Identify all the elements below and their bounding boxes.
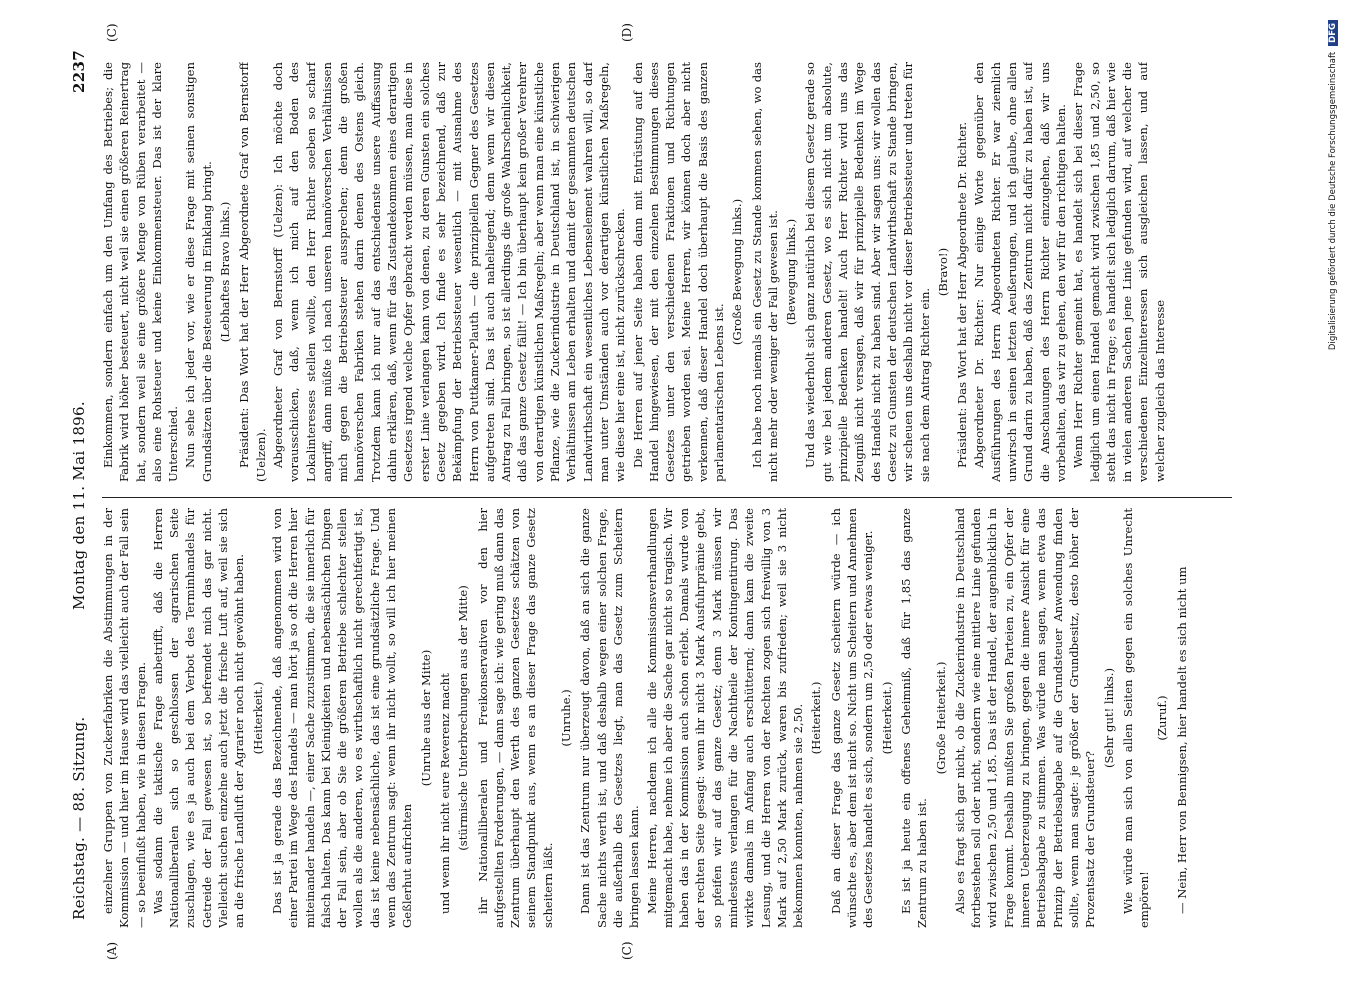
margin-marker-c-right: (C) <box>105 23 119 42</box>
paragraph: Nun sehe ich jeder vor, wie er diese Frage mit seinen sonstigen Grundsätzen über die Besteuerung in Einklang bringt. <box>183 62 214 482</box>
paragraph: Wenn Herr Richter gemeint hat, es handelt sich bei dieser Frage lediglich um einen Handel gemacht wird zwischen 1,85 und 2,50, so steht das nicht in Frage; es handelt sich lediglich darum, daß hier wie in vielen anderen Sachen jene Linie gefunden wird, auf welcher die verschiedenen Einzelinteressen sich ausgleichen lassen, und auf welcher zugleich das Interesse <box>1071 62 1167 482</box>
credit-text: Digitalisierung gefördert durch die Deutsche Forschungsgemeinschaft <box>1328 51 1338 351</box>
interjection: (Heiterkeit.) <box>809 681 824 755</box>
paragraph: Und das wiederholt sich ganz natürlich bei diesem Gesetz gerade so gut wie bei jedem anderen Gesetz, wo es sich nicht um absolute, prinzipielle Bedenken handelt! Auch Herr Richter wird uns das Zeugniß nicht versagen, daß wir für prinzipielle Bedenken im Wege des Handels nicht zu haben sind. Aber wir sagen uns: wir wollen das Gesetz zu Gunsten der deutschen Landwirthschaft zu Stande bringen, wir scheuen uns deshalb nicht vor dieser Betriebssteuer und treten für sie nach dem Antrag Richter ein. <box>803 62 932 482</box>
margin-marker-d: (D) <box>620 23 634 42</box>
margin-marker-a: (A) <box>105 941 119 960</box>
right-text-column <box>100 62 1230 482</box>
paragraph: Daß an dieser Frage das ganze Gesetz scheitern würde — ich wünschte es, aber dem ist nicht so. Nicht um Scheitern und Annehmen des Gesetzes handelt es sich, sondern um 2,50 oder etwas weniger. <box>828 508 876 928</box>
header-date: Montag den 11. Mai 1896. <box>70 401 88 610</box>
digitization-credit <box>1328 20 1338 980</box>
dfg-logo: DFG <box>1328 20 1338 46</box>
left-text-column <box>100 508 1230 928</box>
margin-marker-c-left: (C) <box>620 941 634 960</box>
paragraph: und wenn ihr nicht eure Reverenz macht <box>437 673 452 914</box>
paragraph: Die Herren auf jener Seite haben dann mit Entrüstung auf den Handel hingewiesen, der mit den einzelnen Bestimmungen dieses Gesetzes unter den verschiedenen Fraktionen und Richtungen getrieben worden sei. Meine Herren, wir können doch aber nicht verkennen, daß dieser Handel doch überhaupt die Basis des ganzen parlamentarischen Lebens ist. <box>630 62 726 482</box>
interjection: (stürmische Unterbrechungen aus der Mitte) <box>456 585 471 851</box>
page-header <box>70 50 94 940</box>
paragraph: Es ist ja heute ein offenes Geheimniß, daß für 1,85 das ganze Zentrum zu haben ist. <box>898 508 930 928</box>
interjection: (Lebhaftes Bravo links.) <box>218 201 233 343</box>
paragraph: Präsident: Das Wort hat der Herr Abgeordnete Graf von Bernstorff (Uelzen). <box>237 62 268 482</box>
paragraph: Wie würde man sich von allen Seiten gegen ein solches Unrecht empören! <box>1120 508 1152 928</box>
paragraph: — Nein, Herr von Bennigsen, hier handelt es sich nicht um <box>1174 566 1189 914</box>
paragraph: Was sodann die taktische Frage anbetrifft, daß die Herren Nationalliberalen sich so geschlossen der agrarischen Seite zuschlagen, wie es ja auch bei dem Verbot des Terminhandels für Getreide der Fall gewesen ist, so befremdet mich das gar nicht. Vielleicht suchen einzelne auch jetzt die frische Luft auf, weil sie sich an die frische Landluft der Agrarier noch nicht gewöhnt haben. <box>150 508 247 928</box>
interjection: (Unruhe.) <box>559 689 574 747</box>
interjection: (Große Heiterkeit.) <box>933 661 948 775</box>
interjection: (Sehr gut! links.) <box>1101 668 1116 768</box>
interjection: (Große Bewegung links.) <box>730 198 745 346</box>
paragraph: Also es fragt sich gar nicht, ob die Zuckerindustrie in Deutschland fortbestehen soll oder nicht, sondern wie eine mittlere Linie gefunden wird zwischen 2,50 und 1,85. Das ist der Handel, der augenblicklich in Frage kommt. Deshalb mußten Sie großen Parteien zu, ein Opfer der inneren Ueberzeugung zu bringen, gegen die innere Ansicht für eine Betriebsabgabe zu stimmen. Was würde man sagen, wenn etwa das Prinzip der Betriebsabgabe auf die Grundsteuer Anwendung finden sollte, wenn man sagte: je größer der Grundbesitz, desto höher der Prozentsatz der Grundsteuer? <box>952 508 1098 928</box>
interjection: (Bewegung links.) <box>784 218 799 326</box>
interjection: (Zuruf.) <box>1155 695 1170 741</box>
interjection: (Unruhe aus der Mitte) <box>418 649 433 787</box>
header-session: Reichstag. — 88. Sitzung. <box>70 716 88 920</box>
interjection: (Heiterkeit.) <box>879 681 894 755</box>
paragraph: ihr Nationalliberalen und Freikonservativen vor den hier aufgestellten Forderungen, — dann sage ich: wie gering muß dann das Zentrum überhaupt den Werth des ganzen Gesetzes schätzen von seinem Standpunkt aus, wenn es an dieser Frage das ganze Gesetz scheitern läßt. <box>475 508 555 928</box>
paragraph: Ich habe noch niemals ein Gesetz zu Stande kommen sehen, wo das nicht mehr oder weniger der Fall gewesen ist. <box>749 62 780 482</box>
interjection: (Bravo!) <box>935 247 950 297</box>
column-divider <box>102 497 1232 498</box>
paragraph: Das ist ja gerade das Bezeichnende, daß angenommen wird von einer Partei im Wege des Handels — man hört ja so oft die Herren hier miteinander handeln —, einer Sache zuzustimmen, die sie innerlich für falsch halten. Das kann bei Kleinigkeiten und nebensächlichen Dingen der Fall sein, aber ob Sie die größeren Betriebe schlechter stellen wollen als die anderen, wo es wirthschaftlich nicht gerechtfertigt ist, das ist keine nebensächliche, das ist eine grundsätzliche Frage. Und wenn das Zentrum sagt: wenn ihr nicht wollt, so will ich hier meinen Geßlerhut aufrichten <box>269 508 415 928</box>
paragraph: Abgeordneter Dr. Richter: Nur einige Worte gegenüber den Ausführungen des Herrn Abgeordneten Richter. Er war ziemlich unwirsch in seinen letzten Aeußerungen, und ich glaube, ohne allen Grund darin zu haben, daß das Zentrum nicht dafür zu haben ist, auf die Anschauungen des Herrn Richter einzugehen, daß wir uns vorbehalten, das wir zu gehen, den wir für den richtigen halten. <box>972 62 1068 482</box>
paragraph: Meine Herren, nachdem ich alle die Kommissionsverhandlungen mitgemacht habe, nehme ich aber die Sache gar nicht so tragisch. Wir haben das in der Kommission auch schon erlebt. Damals wurde von der rechten Seite gesagt: wenn ihr nicht 3 Mark Ausfuhrprämie gebt, so pfeifen wir auf das ganze Gesetz; denn 3 Mark müssen wir mindestens verlangen für die Nachtheile der Kontingentirung. Das wirkte damals im Anfang auch erschütternd; dann kam die zweite Lesung, und die Herren von der Rechten zogen sich freiwillig von 3 Mark auf 2,50 Mark zurück, waren bis zufrieden; weil sie 3 nicht bekommen konnten, nahmen sie 2,50. <box>644 508 806 928</box>
paragraph: Abgeordneter Graf von Bernstorff (Uelzen): Ich möchte doch vorausschicken, daß, wenn ich mich auf den Boden des Lokalinteresses stellen wollte, den Herr Richter soeben so scharf angriff, dann müßte ich nach unseren hannöverschen Verhältnissen mich gegen die Betriebssteuer aussprechen; denn die großen hannöverschen Fabriken stehen darin denen des Ostens gleich. Trotzdem kann ich nur auf das entschiedenste unsere Auffassung dahin erklären, daß, wenn für das Zustandekommen eines derartigen Gesetzes irgend welche Opfer gebracht werden müssen, man diese in erster Linie verlangen kann von denen, zu deren Gunsten ein solches Gesetz gegeben wird. Ich finde es sehr bezeichnend, daß zur Bekämpfung der Betriebssteuer wesentlich — mit Ausnahme des Herrn von Puttkamer-Plauth — die prinzipiellen Gegner des Gesetzes aufgetreten sind. Das ist auch naheliegend; denn wenn wir diesen Antrag zu Fall bringen, so ist allerdings die große Wahrscheinlichkeit, daß das ganze Gesetz fällt! — Ich bin überhaupt kein großer Verehrer von derartigen künstlichen Maßregeln; aber wenn man eine künstliche Pflanze, wie die Zuckerindustrie in Deutschland ist, in schwierigen Verhältnissen am Leben erhalten und damit der gesammten deutschen Landwirthschaft ein wesentliches Lebenselement wahren will, so darf man unter Umständen auch vor derartigen künstlichen Maßregeln, wie diese hier eine ist, nicht zurückschrecken. <box>270 62 628 482</box>
paragraph: Präsident: Das Wort hat der Herr Abgeordnete Dr. Richter. <box>955 121 970 468</box>
paragraph: einzelner Gruppen von Zuckerfabriken die Abstimmungen in der Kommission — und hier im Hause wird das vielleicht auch der Fall sein — so beeinflußt haben, wie in diesen Fragen. <box>101 508 148 928</box>
interjection: (Heiterkeit.) <box>250 681 265 755</box>
paragraph: Dann ist das Zentrum nur überzeugt davon, daß an sich die ganze Sache nichts werth ist, und daß deshalb wegen einer solchen Frage, die außerhalb des Gesetzes liegt, man das Gesetz zum Scheitern bringen lassen kann. <box>578 508 642 928</box>
paragraph: Einkommen, sondern einfach um den Umfang des Betriebes; die Fabrik wird höher besteuert, nicht weil sie einen größeren Reinertrag hat, sondern weil sie eine größere Menge von Rüben verarbeitet — also eine Rohsteuer und keine Einkommensteuer. Das ist der klare Unterschied. <box>101 62 181 482</box>
page-number: 2237 <box>70 50 88 93</box>
